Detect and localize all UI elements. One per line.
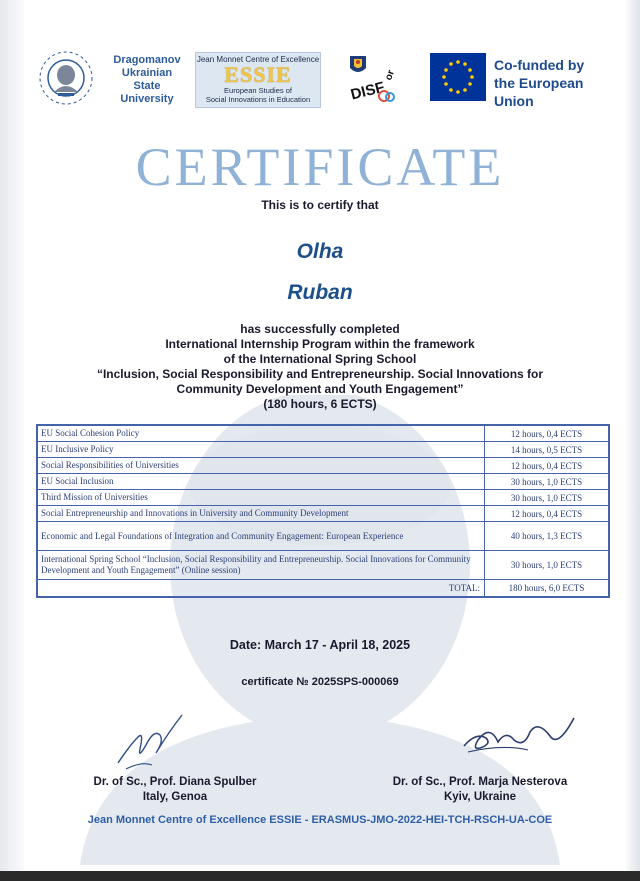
signer-right <box>350 775 610 805</box>
essie-logo <box>195 52 321 108</box>
disf-logo <box>344 50 404 106</box>
signature-left <box>108 705 198 775</box>
table-row <box>37 551 609 580</box>
disf-logo-icon <box>344 50 404 106</box>
signer-right-name: Dr. of Sc., Prof. Marja Nesterova <box>392 776 568 788</box>
dsu-logo <box>38 50 198 110</box>
completion-statement: has successfully completed International Internship Program within the framework of the International Spring School “Inclusion, Social Responsibility and Entrepreneurship. Social Innovations for Community Development and Youth Engagement” (180 hours, 6 ECTS) <box>96 322 544 411</box>
recipient-last-name: Ruban <box>287 281 353 304</box>
certificate-number: certificate № 2025SPS-000069 <box>241 676 399 688</box>
signer-left-location: Italy, Genoa <box>142 791 208 803</box>
module-hours: 30 hours, 1,0 ECTS <box>485 551 610 580</box>
university-name: Dragomanov Ukrainian State University <box>113 54 181 105</box>
eu-stars-icon <box>430 53 486 101</box>
module-hours: 12 hours, 0,4 ECTS <box>485 458 610 474</box>
module-name: International Spring School “Inclusion, Social Responsibility and Entrepreneurship. Social Innovations for Community Development and Youth Engagement” (Online session) <box>37 551 485 580</box>
table-total-row <box>37 580 609 598</box>
module-name: EU Social Inclusion <box>37 474 485 490</box>
eu-flag <box>430 53 486 101</box>
module-name: EU Social Cohesion Policy <box>37 425 485 442</box>
program-dates: Date: March 17 - April 18, 2025 <box>229 638 411 652</box>
module-name: Third Mission of Universities <box>37 490 485 506</box>
module-name: EU Inclusive Policy <box>37 442 485 458</box>
module-name: Economic and Legal Foundations of Integration and Community Engagement: European Experience <box>37 522 485 551</box>
total-label: TOTAL: <box>37 580 485 598</box>
eu-cofunded-text: Co-funded by the European Union <box>494 57 585 109</box>
essie-wordmark: ESSIE <box>224 62 292 87</box>
modules-table <box>36 424 610 598</box>
module-name: Social Responsibilities of Universities <box>37 458 485 474</box>
total-hours: 180 hours, 6,0 ECTS <box>485 580 610 598</box>
signer-left-name: Dr. of Sc., Prof. Diana Spulber <box>93 776 257 788</box>
table-row <box>37 474 609 490</box>
table-row <box>37 490 609 506</box>
table-row <box>37 522 609 551</box>
page-edge-bottom <box>0 871 640 881</box>
module-hours: 12 hours, 0,4 ECTS <box>485 506 610 522</box>
module-hours: 14 hours, 0,5 ECTS <box>485 442 610 458</box>
page-edge-right <box>626 0 640 881</box>
essie-subtitle: European Studies of Social Innovations in Education <box>205 86 311 104</box>
signature-right <box>458 712 583 760</box>
certify-line: This is to certify that <box>261 198 379 212</box>
signer-left <box>60 775 290 805</box>
table-row <box>37 425 609 442</box>
signer-right-location: Kyiv, Ukraine <box>443 791 516 803</box>
logo-row <box>38 50 618 110</box>
module-hours: 30 hours, 1,0 ECTS <box>485 474 610 490</box>
dsu-emblem-icon <box>38 50 94 106</box>
page-edge-left <box>0 0 24 881</box>
module-hours: 40 hours, 1,3 ECTS <box>485 522 610 551</box>
table-row <box>37 458 609 474</box>
footer-project-line: Jean Monnet Centre of Excellence ESSIE - ERASMUS-JMO-2022-HEI-TCH-RSCH-UA-COE <box>87 814 553 826</box>
recipient-first-name: Olha <box>296 240 344 263</box>
certificate-title: CERTIFICATE <box>135 137 505 197</box>
module-hours: 30 hours, 1,0 ECTS <box>485 490 610 506</box>
table-row <box>37 442 609 458</box>
svg-text:or: or <box>383 68 398 82</box>
svg-text:DISF: DISF <box>349 78 387 104</box>
module-name: Social Entrepreneurship and Innovations in University and Community Development <box>37 506 485 522</box>
essie-top-line: Jean Monnet Centre of Excellence <box>196 55 320 64</box>
module-hours: 12 hours, 0,4 ECTS <box>485 425 610 442</box>
table-row <box>37 506 609 522</box>
